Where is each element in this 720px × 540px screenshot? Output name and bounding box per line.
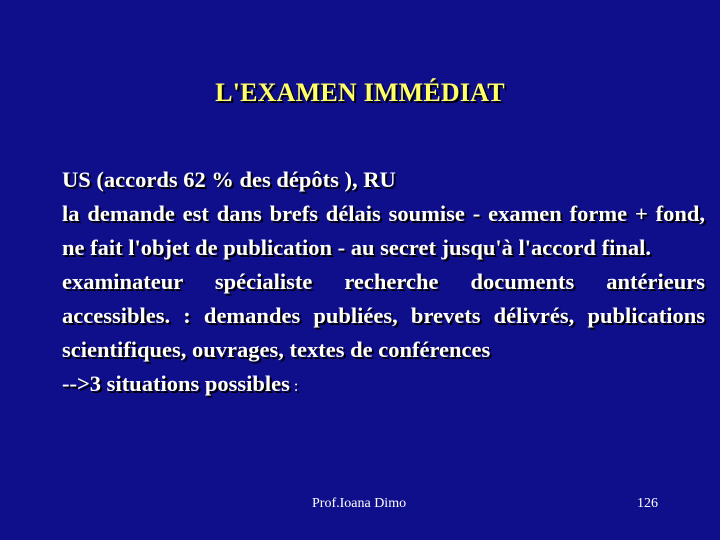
body-paragraph-2: la demande est dans brefs délais soumise - examen forme + fond, ne fait l'objet de publication - au secret jusqu'à l'accord final. — [62, 201, 705, 260]
situations-colon: : — [289, 378, 299, 395]
body-paragraph-1: US (accords 62 % des dépôts ), RU — [62, 167, 396, 192]
slide-body — [62, 163, 705, 404]
body-paragraph-3: examinateur spécialiste recherche documents antérieurs accessibles. : demandes publiées, brevets délivrés, publications scientifiques, ouvrages, textes de conférences — [62, 269, 705, 362]
situations-line: -->3 situations possibles — [62, 371, 290, 396]
slide-title: L'EXAMEN IMMÉDIAT — [215, 78, 505, 107]
footer-author: Prof.Ioana Dimo — [312, 496, 407, 511]
body-paragraph-4 — [62, 367, 705, 404]
footer-page-number: 126 — [637, 496, 658, 511]
